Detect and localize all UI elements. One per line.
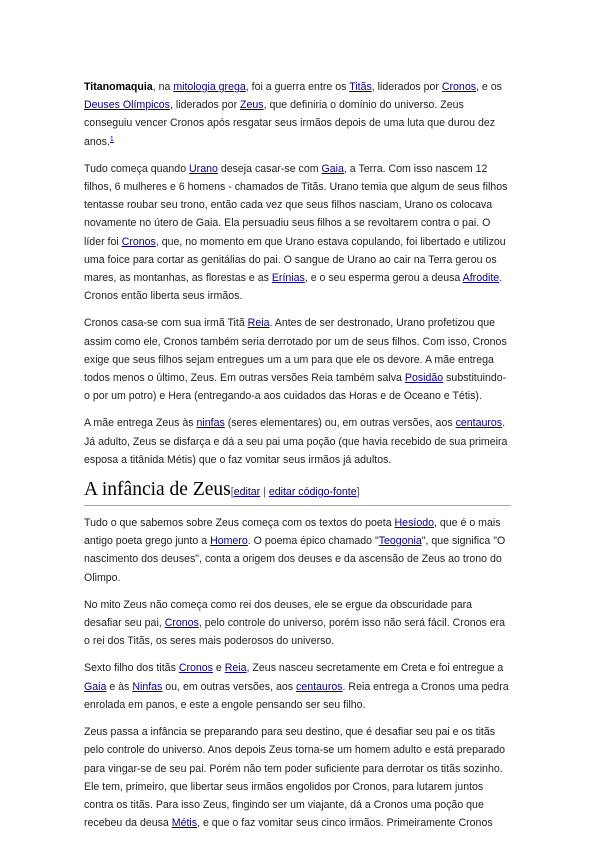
link-ninfas[interactable]: ninfas [196,417,225,430]
reference-link[interactable]: 1 [109,135,114,143]
link-cronos[interactable]: Cronos [164,617,199,630]
section-title: A infância de Zeus [84,479,231,501]
link-metis[interactable]: Métis [171,817,198,830]
article-body [84,78,511,841]
paragraph-reia: Cronos casa-se com sua irmã Titã Reia. Antes de ser destronado, Urano profetizou que assim como ele, Cronos também seria derrotado por um de seus filhos. Com isso, Cronos exige que seus filhos sejam entregues um a um para que ele os devore. A mãe entrega todos menos o último, Zeus. Em outras versões Reia também salva Posidão substituindo-o por um potro) e Hera (entregando-a aos cuidados das Horas e de Oceano e Tétis). [84,317,507,403]
link-cronos[interactable]: Cronos [121,235,156,248]
edit-source-link[interactable]: editar código-fonte [268,486,357,499]
link-ninfas[interactable]: Ninfas [132,680,163,693]
link-posidao[interactable]: Posidão [404,372,444,385]
link-hesiodo[interactable]: Hesíodo [394,517,434,530]
paragraph-intro: Titanomaquia, na mitologia grega, foi a guerra entre os Titãs, liderados por Cronos, e os Deuses Olímpicos, liderados por Zeus, que definiria o domínio do universo. Zeus conseguiu vencer Cronos após resgatar seus irmãos depois de uma luta que durou dez anos.$^1$ [84,81,502,148]
paragraph-sexto-filho: Sexto filho dos titãs Cronos e Reia, Zeus nasceu secretamente em Creta e foi entregue a Gaia e às Ninfas ou, em outras versões, aos centauros. Reia entrega a Cronos uma pedra enrolada em panos, e este a engole pensando ser seu filho. [84,662,509,711]
section-heading [84,478,511,506]
link-mitologia-grega[interactable]: mitologia grega [173,81,246,93]
link-teogonia[interactable]: Teogonia [378,535,422,548]
link-zeus[interactable]: Zeus [240,99,264,112]
paragraph-hesiodo: Tudo o que sabemos sobre Zeus começa com os textos do poeta Hesíodo, que é o mais antigo poeta grego junto a Homero. O poema épico chamado "Teogonia", que significa "O nascimento dos deuses", conta a origem dos deuses e da ascensão de Zeus ao trono do Olimpo. [84,517,506,584]
paragraph-ninfas: A mãe entrega Zeus às ninfas (seres elementares) ou, em outras versões, aos centauros. Já adulto, Zeus se disfarça e dá a seu pai uma poção (que havia recebido de sua primeira esposa a titânida Métis) que o faz vomitar seus irmãos já adultos. [84,417,508,466]
link-urano[interactable]: Urano [189,162,218,175]
link-centauros[interactable]: centauros [455,417,503,430]
paragraph-urano: Tudo começa quando Urano deseja casar-se com Gaia, a Terra. Com isso nascem 12 filhos, 6 mulheres e 6 homens - chamados de Titãs. Urano temia que algum de seus filhos tentasse roubar seu trono, então cada vez que seus filhos nasciam, Urano os colocava novamente no útero de Gaia. Ela persuadiu seus filhos a se revoltarem contra o pai. O líder foi Cronos, que, no momento em que Urano estava copulando, foi libertado e utilizou uma foice para cortar as genitálias do pai. O sangue de Urano ao cair na Terra gerou os mares, as montanhas, as florestas e as Erínias, e o seu esperma gerou a deusa Afrodite. Cronos então liberta seus irmãos. [84,162,508,303]
article-subject: Titanomaquia [84,81,153,93]
link-cronos[interactable]: Cronos [441,81,477,93]
link-gaia[interactable]: Gaia [84,680,107,693]
paragraph-infancia: Zeus passa a infância se preparando para seu destino, que é desafiar seu pai e os titãs pelo controle do universo. Anos depois Zeus torna-se um homem adulto e está preparado para vingar-se de seu pai. Porém não tem poder suficiente para derrotar os titãs sozinho. Ele tem, primeiro, que libertar seus irmãos engolidos por Cronos, para lutarem juntos contra os titãs. Para isso Zeus, fingindo ser um viajante, dá a Cronos uma poção que recebeu da deusa Métis, e que o faz vomitar seus cinco irmãos. Primeiramente Cronos [84,726,506,830]
link-cronos[interactable]: Cronos [178,662,213,675]
link-gaia[interactable]: Gaia [321,162,344,175]
edit-link[interactable]: editar [233,486,261,499]
link-homero[interactable]: Homero [210,535,248,548]
link-erinias[interactable]: Erínias [271,272,305,285]
link-centauros[interactable]: centauros [296,680,343,693]
link-reia[interactable]: Reia [224,662,247,675]
link-reia[interactable]: Reia [247,317,270,330]
edit-section-links: [editar | editar código-fonte] [230,486,360,499]
link-deuses-olimpicos[interactable]: Deuses Olímpicos [84,99,170,112]
link-afrodite[interactable]: Afrodite [462,272,500,285]
paragraph-mito: No mito Zeus não começa como rei dos deuses, ele se ergue da obscuridade para desafiar seu pai, Cronos, pelo controle do universo, porém isso não será fácil. Cronos era o rei dos Titãs, os seres mais poderosos do universo. [84,598,506,648]
link-titas[interactable]: Titãs [349,81,372,93]
